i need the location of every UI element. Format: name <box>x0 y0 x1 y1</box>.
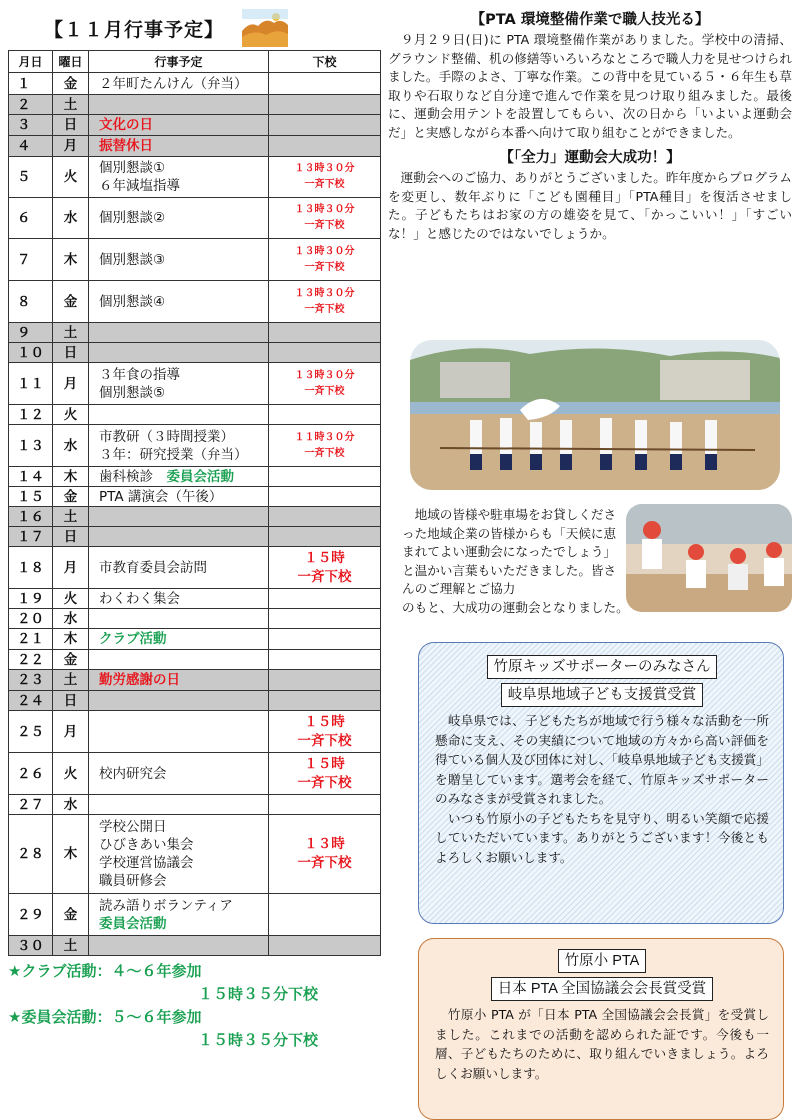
row-day: 火 <box>53 405 89 425</box>
event-text: 学校運営協議会 <box>99 855 194 871</box>
row-date: ２１ <box>9 629 53 650</box>
event-line <box>99 177 264 195</box>
event-text: 個別懇談④ <box>99 293 166 310</box>
row-date: １８ <box>9 547 53 589</box>
event-line <box>99 559 264 577</box>
row-events <box>89 198 269 239</box>
event-text: ３年食の指導 <box>99 366 180 383</box>
row-dismissal <box>269 95 381 115</box>
row-dismissal <box>269 547 381 589</box>
event-line <box>99 468 264 486</box>
row-dismissal <box>269 343 381 363</box>
row-date: ２２ <box>9 650 53 670</box>
event-line <box>99 251 264 269</box>
schedule-table <box>8 50 381 956</box>
pta-award-label: 日本 PTA 全国協議会会長賞受賞 <box>491 977 713 1001</box>
row-date: ２４ <box>9 691 53 711</box>
event-line <box>99 854 264 872</box>
dismissal-text: １３時３０分 <box>294 245 355 257</box>
row-date: １７ <box>9 527 53 547</box>
event-text: 学校公開日 <box>99 819 167 835</box>
row-day: 水 <box>53 795 89 815</box>
row-dismissal <box>269 609 381 629</box>
event-line <box>99 428 264 446</box>
table-row <box>9 894 381 936</box>
event-line <box>99 209 264 227</box>
row-day: 金 <box>53 894 89 936</box>
table-row <box>9 753 381 795</box>
event-text: 個別懇談② <box>99 210 166 226</box>
header-day: 曜日 <box>53 51 89 73</box>
row-day: 土 <box>53 936 89 956</box>
row-events <box>89 343 269 363</box>
event-line <box>99 116 264 134</box>
row-events <box>89 405 269 425</box>
row-events <box>89 589 269 609</box>
row-events <box>89 73 269 95</box>
row-date: １３ <box>9 425 53 467</box>
schedule-section <box>8 6 380 1052</box>
thanks-tail: のもと、大成功の運動会となりました。 <box>402 599 629 615</box>
table-row <box>9 136 381 157</box>
event-text: 市教育委員会訪問 <box>99 559 207 576</box>
kids-award-label: 岐阜県地域子ども支援賞受賞 <box>501 683 704 707</box>
row-events <box>89 795 269 815</box>
row-dismissal <box>269 936 381 956</box>
row-events <box>89 650 269 670</box>
event-line <box>99 75 264 93</box>
row-dismissal <box>269 670 381 691</box>
event-text: 歯科検診 <box>99 468 167 485</box>
row-events <box>89 894 269 936</box>
event-line <box>99 590 264 608</box>
row-dismissal <box>269 136 381 157</box>
sports-day-heading: 【「全力」運動会大成功！】 <box>499 150 681 166</box>
table-row <box>9 487 381 507</box>
event-text: 委員会活動 <box>99 915 167 932</box>
event-text: クラブ活動 <box>99 631 167 647</box>
row-events <box>89 281 269 323</box>
row-dismissal <box>269 894 381 936</box>
row-day: 日 <box>53 691 89 711</box>
dismissal-text: １５時 <box>304 755 345 772</box>
row-dismissal <box>269 198 381 239</box>
row-dismissal <box>269 157 381 198</box>
row-events <box>89 157 269 198</box>
row-events <box>89 547 269 589</box>
table-row <box>9 609 381 629</box>
pta-label: 竹原小 PTA <box>558 949 647 973</box>
table-row <box>9 527 381 547</box>
row-events <box>89 239 269 281</box>
table-row <box>9 467 381 487</box>
row-events <box>89 527 269 547</box>
table-row <box>9 323 381 343</box>
row-dismissal <box>269 650 381 670</box>
row-dismissal <box>269 425 381 467</box>
event-text: 個別懇談③ <box>99 251 166 268</box>
row-day: 金 <box>53 487 89 507</box>
event-text: 振替休日 <box>99 138 153 154</box>
row-date: ５ <box>9 157 53 198</box>
table-row <box>9 589 381 609</box>
event-text: 校内研究会 <box>99 765 167 782</box>
row-date: ７ <box>9 239 53 281</box>
dismissal-text: １３時３０分 <box>294 287 355 299</box>
row-events <box>89 323 269 343</box>
row-day: 土 <box>53 323 89 343</box>
committee-note-time: １５時３５分下校 <box>198 1031 319 1049</box>
row-day: 火 <box>53 157 89 198</box>
event-line <box>99 446 264 464</box>
kids-supporter-award-box <box>418 642 784 924</box>
row-events <box>89 487 269 507</box>
row-dismissal <box>269 115 381 136</box>
schedule-rows <box>9 73 381 956</box>
row-events <box>89 507 269 527</box>
row-day: 火 <box>53 589 89 609</box>
row-date: ４ <box>9 136 53 157</box>
row-date: ２３ <box>9 670 53 691</box>
row-dismissal <box>269 73 381 95</box>
dismissal-text: １３時３０分 <box>294 163 355 174</box>
row-dismissal <box>269 323 381 343</box>
row-dismissal <box>269 405 381 425</box>
dismissal-text: 一斉下校 <box>297 732 352 749</box>
row-dismissal <box>269 815 381 894</box>
table-row <box>9 239 381 281</box>
table-row <box>9 73 381 95</box>
row-day: 月 <box>53 136 89 157</box>
event-line <box>99 366 264 384</box>
table-row <box>9 363 381 405</box>
tug-of-war-photo <box>410 340 780 490</box>
event-text: 委員会活動 <box>166 468 234 485</box>
row-day: 木 <box>53 239 89 281</box>
kids-award-thanks: いつも竹原小の子どもたちを見守り、明るい笑顔で応援していただいています。ありがとうございます！今後ともよろしくお願いします。 <box>435 810 769 865</box>
table-row <box>9 547 381 589</box>
row-day: 水 <box>53 425 89 467</box>
committee-note: ★委員会活動：５～６年参加 <box>8 1008 202 1026</box>
row-events <box>89 609 269 629</box>
club-note-time: １５時３５分下校 <box>198 985 319 1003</box>
row-events <box>89 136 269 157</box>
table-row <box>9 405 381 425</box>
event-line <box>99 836 264 854</box>
event-text: 読み語りボランティア <box>99 897 233 914</box>
row-events <box>89 425 269 467</box>
row-date: １９ <box>9 589 53 609</box>
row-day: 水 <box>53 609 89 629</box>
dismissal-text: 一斉下校 <box>304 447 345 459</box>
event-line <box>99 671 264 689</box>
row-date: ２ <box>9 95 53 115</box>
news-section <box>388 6 792 1081</box>
event-text: ３年：研究授業（弁当） <box>99 446 248 463</box>
row-dismissal <box>269 527 381 547</box>
row-dismissal <box>269 487 381 507</box>
event-line <box>99 293 264 311</box>
row-dismissal <box>269 239 381 281</box>
table-row <box>9 115 381 136</box>
row-date: １１ <box>9 363 53 405</box>
row-date: １０ <box>9 343 53 363</box>
table-row <box>9 157 381 198</box>
event-text: ひびきあい集会 <box>99 837 194 853</box>
dismissal-text: 一斉下校 <box>297 855 352 871</box>
schedule-title-bar <box>8 6 380 50</box>
row-day: 土 <box>53 670 89 691</box>
event-line <box>99 897 264 915</box>
table-row <box>9 629 381 650</box>
row-day: 日 <box>53 115 89 136</box>
row-day: 土 <box>53 507 89 527</box>
pta-award-body: 竹原小 PTA が「日本 PTA 全国協議会会長賞」を受賞しました。これまでの活動を認められた証です。今後も一層、子どもたちのために、取り組んでいきましょう。よろしくお願いします。 <box>435 1007 769 1081</box>
row-day: 月 <box>53 711 89 753</box>
row-date: １２ <box>9 405 53 425</box>
row-dismissal <box>269 467 381 487</box>
row-day: 金 <box>53 281 89 323</box>
row-date: １６ <box>9 507 53 527</box>
row-dismissal <box>269 691 381 711</box>
autumn-field-icon <box>242 9 288 47</box>
row-dismissal <box>269 753 381 795</box>
schedule-title: 【１１月行事予定】 <box>44 18 225 41</box>
row-day: 月 <box>53 363 89 405</box>
activity-notes <box>8 960 380 1052</box>
row-events <box>89 363 269 405</box>
row-events <box>89 815 269 894</box>
row-day: 土 <box>53 95 89 115</box>
dismissal-text: 一斉下校 <box>304 261 345 273</box>
pta-award-box <box>418 938 784 1120</box>
sports-day-body: 運動会へのご協力、ありがとうございました。昨年度からプログラムを変更し、数年ぶりに「こども園種目」「PTA種目」を復活させました。子どもたちはお家の方の雄姿を見て、「かっこいい！」「すごいな！」と感じたのではないでしょうか。 <box>388 170 792 241</box>
schedule-header-row <box>9 51 381 73</box>
row-date: ９ <box>9 323 53 343</box>
event-text: 個別懇談① <box>99 160 166 176</box>
event-line <box>99 159 264 177</box>
row-events <box>89 629 269 650</box>
row-date: １ <box>9 73 53 95</box>
row-date: ２５ <box>9 711 53 753</box>
event-text: 市教研（３時間授業） <box>99 428 234 445</box>
table-row <box>9 691 381 711</box>
dismissal-text: 一斉下校 <box>304 179 345 190</box>
row-date: １４ <box>9 467 53 487</box>
row-dismissal <box>269 795 381 815</box>
event-text: 職員研修会 <box>99 873 167 889</box>
row-dismissal <box>269 629 381 650</box>
event-line <box>99 915 264 933</box>
row-date: ２８ <box>9 815 53 894</box>
event-line <box>99 630 264 648</box>
club-note: ★クラブ活動：４～６年参加 <box>8 962 202 980</box>
row-date: １５ <box>9 487 53 507</box>
event-text: わくわく集会 <box>99 590 180 607</box>
row-events <box>89 467 269 487</box>
row-events <box>89 711 269 753</box>
dismissal-text: 一斉下校 <box>297 568 352 585</box>
row-date: ３ <box>9 115 53 136</box>
dismissal-text: 一斉下校 <box>297 774 352 791</box>
row-dismissal <box>269 281 381 323</box>
row-day: 月 <box>53 547 89 589</box>
dismissal-text: １３時３０分 <box>294 204 355 215</box>
event-line <box>99 488 264 506</box>
row-date: ２６ <box>9 753 53 795</box>
row-events <box>89 115 269 136</box>
table-row <box>9 95 381 115</box>
table-row <box>9 507 381 527</box>
dismissal-text: １５時 <box>304 549 345 566</box>
table-row <box>9 711 381 753</box>
row-events <box>89 691 269 711</box>
header-dismissal: 下校 <box>269 51 381 73</box>
table-row <box>9 670 381 691</box>
row-events <box>89 753 269 795</box>
row-date: ３０ <box>9 936 53 956</box>
table-row <box>9 343 381 363</box>
row-day: 金 <box>53 73 89 95</box>
row-day: 金 <box>53 650 89 670</box>
thanks-paragraph <box>402 506 629 617</box>
row-day: 日 <box>53 343 89 363</box>
dismissal-text: １３時 <box>304 836 345 852</box>
event-line <box>99 384 264 402</box>
header-date: 月日 <box>9 51 53 73</box>
row-date: ８ <box>9 281 53 323</box>
dismissal-text: 一斉下校 <box>304 220 345 231</box>
row-dismissal <box>269 589 381 609</box>
row-day: 木 <box>53 815 89 894</box>
event-text: ６年減塩指導 <box>99 178 180 194</box>
event-line <box>99 872 264 890</box>
table-row <box>9 198 381 239</box>
event-text: PTA 講演会（午後） <box>99 488 223 505</box>
table-row <box>9 795 381 815</box>
kids-supporter-label: 竹原キッズサポーターのみなさん <box>487 655 718 679</box>
row-day: 火 <box>53 753 89 795</box>
row-date: ２０ <box>9 609 53 629</box>
kids-award-body: 岐阜県では、子どもたちが地域で行う様々な活動を一所懸命に支え、その実績について地域の方々から高い評価を得ている個人及び団体に対し、「岐阜県地域子ども支援賞」を贈呈しています。選考会を経て、竹原キッズサポーターのみなさまが受賞されました。 <box>435 713 769 806</box>
event-line <box>99 765 264 783</box>
row-day: 木 <box>53 467 89 487</box>
table-row <box>9 425 381 467</box>
dismissal-text: １５時 <box>304 713 345 730</box>
thanks-body: 地域の皆様や駐車場をお貸しくださった地域企業の皆様からも「天候に恵まれてよい運動会になったでしょう」と温かい言葉もいただきました。皆さんのご理解とご協力 <box>402 507 617 596</box>
event-text: 勤労感謝の日 <box>99 672 180 688</box>
row-events <box>89 95 269 115</box>
table-row <box>9 815 381 894</box>
row-day: 日 <box>53 527 89 547</box>
row-dismissal <box>269 363 381 405</box>
event-text: 個別懇談⑤ <box>99 384 166 401</box>
children-race-photo <box>626 504 792 612</box>
table-row <box>9 281 381 323</box>
pta-work-body: ９月２９日(日)に PTA 環境整備作業がありました。学校中の清掃、グラウンド整備、机の修繕等いろいろなところで職人力を見せつけられました。手際のよさ、丁寧な作業。この背中を見ている５・６年生も草取りや石取りなど自分達で進んで作業を見つけ取り組みました。最後に、運動会用テントを設置してもらい、次の日から「いよいよ運動会だ」と実感しながら本番へ向けて取り組むことができました。 <box>388 32 792 140</box>
header-event: 行事予定 <box>89 51 269 73</box>
dismissal-text: １１時３０分 <box>294 431 355 443</box>
row-date: ６ <box>9 198 53 239</box>
row-dismissal <box>269 711 381 753</box>
dismissal-text: １３時３０分 <box>294 369 355 381</box>
event-line <box>99 818 264 836</box>
row-day: 木 <box>53 629 89 650</box>
row-events <box>89 670 269 691</box>
row-date: ２７ <box>9 795 53 815</box>
row-day: 水 <box>53 198 89 239</box>
row-dismissal <box>269 507 381 527</box>
event-text: 文化の日 <box>99 117 153 133</box>
row-date: ２９ <box>9 894 53 936</box>
row-events <box>89 936 269 956</box>
table-row <box>9 650 381 670</box>
dismissal-text: 一斉下校 <box>304 303 345 315</box>
event-text: ２年町たんけん（弁当） <box>99 75 248 92</box>
pta-work-heading: 【PTA 環境整備作業で職人技光る】 <box>470 12 710 28</box>
table-row <box>9 936 381 956</box>
dismissal-text: 一斉下校 <box>304 385 345 397</box>
event-line <box>99 137 264 155</box>
